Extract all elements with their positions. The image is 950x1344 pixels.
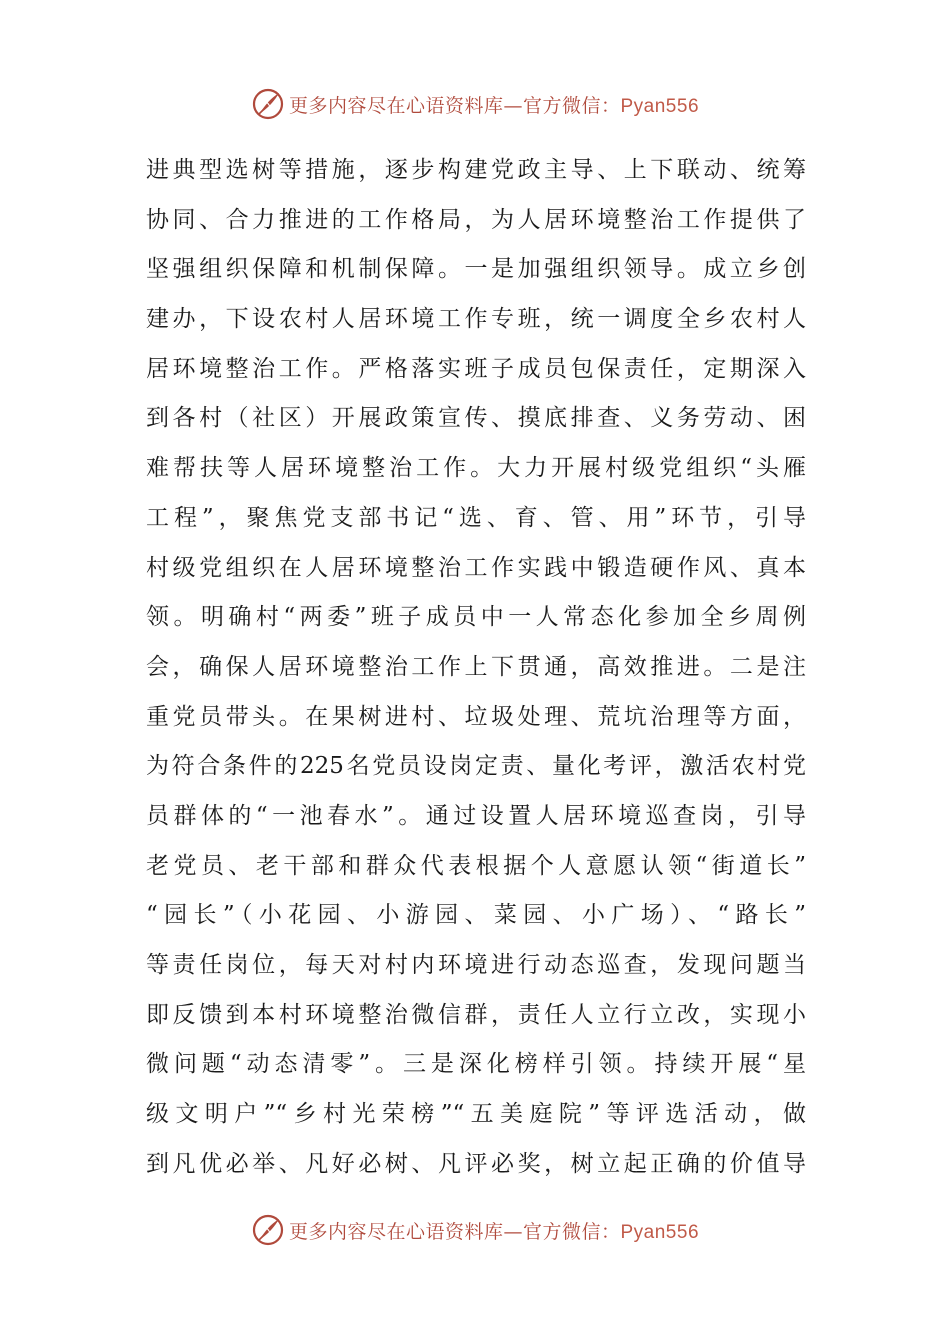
quill-pen-logo-icon: [251, 87, 285, 121]
text-line: 坚强组织保障和机制保障。一是加强组织领导。成立乡创: [146, 256, 806, 283]
text-line: 协同、合力推进的工作格局，为人居环境整治工作提供了: [146, 206, 806, 233]
header-text: [289, 91, 699, 118]
header-site-text: 更多内容尽在心语资料库: [288, 94, 504, 117]
header-separator: —: [503, 94, 523, 117]
footer-contact-label: 官方微信：: [522, 1220, 621, 1243]
text-line: 到凡优必举、凡好必树、凡评必奖，树立起正确的价值导: [146, 1150, 806, 1177]
footer-banner: [0, 1210, 950, 1250]
text-line: 重党员带头。在果树进村、垃圾处理、荒坑治理等方面，: [146, 703, 806, 730]
header-contact-id: Pyan556: [620, 95, 700, 117]
text-line: “园长”（小花园、小游园、菜园、小广场）、“路长”: [146, 902, 806, 929]
text-line: 进典型选树等措施，逐步构建党政主导、上下联动、统筹: [146, 157, 806, 183]
text-line: 建办，下设农村人居环境工作专班，统一调度全乡农村人: [146, 306, 806, 333]
footer-separator: —: [503, 1220, 523, 1243]
text-line: 到各村（社区）开展政策宣传、摸底排查、义务劳动、困: [146, 405, 806, 432]
quill-pen-logo-icon: [251, 1213, 285, 1247]
text-line: 领。明确村“两委”班子成员中一人常态化参加全乡周例: [146, 604, 806, 631]
text-line: 微问题“动态清零”。三是深化榜样引领。持续开展“星: [146, 1051, 806, 1078]
text-line: 会，确保人居环境整治工作上下贯通，高效推进。二是注: [146, 653, 806, 680]
text-line: 为符合条件的225名党员设岗定责、量化考评，激活农村党: [146, 753, 806, 780]
text-line: 居环境整治工作。严格落实班子成员包保责任，定期深入: [146, 355, 806, 382]
text-line: 工程”，聚焦党支部书记“选、育、管、用”环节，引导: [146, 504, 806, 531]
header-contact-label: 官方微信：: [522, 94, 621, 117]
text-line: 村级党组织在人居环境整治工作实践中锻造硬作风、真本: [146, 554, 806, 581]
document-body: [146, 146, 806, 1189]
text-line: 等责任岗位，每天对村内环境进行动态巡查，发现问题当: [146, 952, 806, 978]
text-line: 老党员、老干部和群众代表根据个人意愿认领“街道长”: [146, 852, 806, 879]
header-banner: [0, 84, 950, 124]
footer-text: [289, 1217, 699, 1244]
text-line: 级文明户”“乡村光荣榜”“五美庭院”等评选活动，做: [146, 1101, 806, 1128]
text-line: 难帮扶等人居环境整治工作。大力开展村级党组织“头雁: [146, 455, 806, 482]
footer-site-text: 更多内容尽在心语资料库: [288, 1220, 504, 1243]
text-line: 即反馈到本村环境整治微信群，责任人立行立改，实现小: [146, 1001, 806, 1028]
footer-contact-id: Pyan556: [620, 1221, 700, 1243]
text-line: 员群体的“一池春水”。通过设置人居环境巡查岗，引导: [146, 802, 806, 829]
